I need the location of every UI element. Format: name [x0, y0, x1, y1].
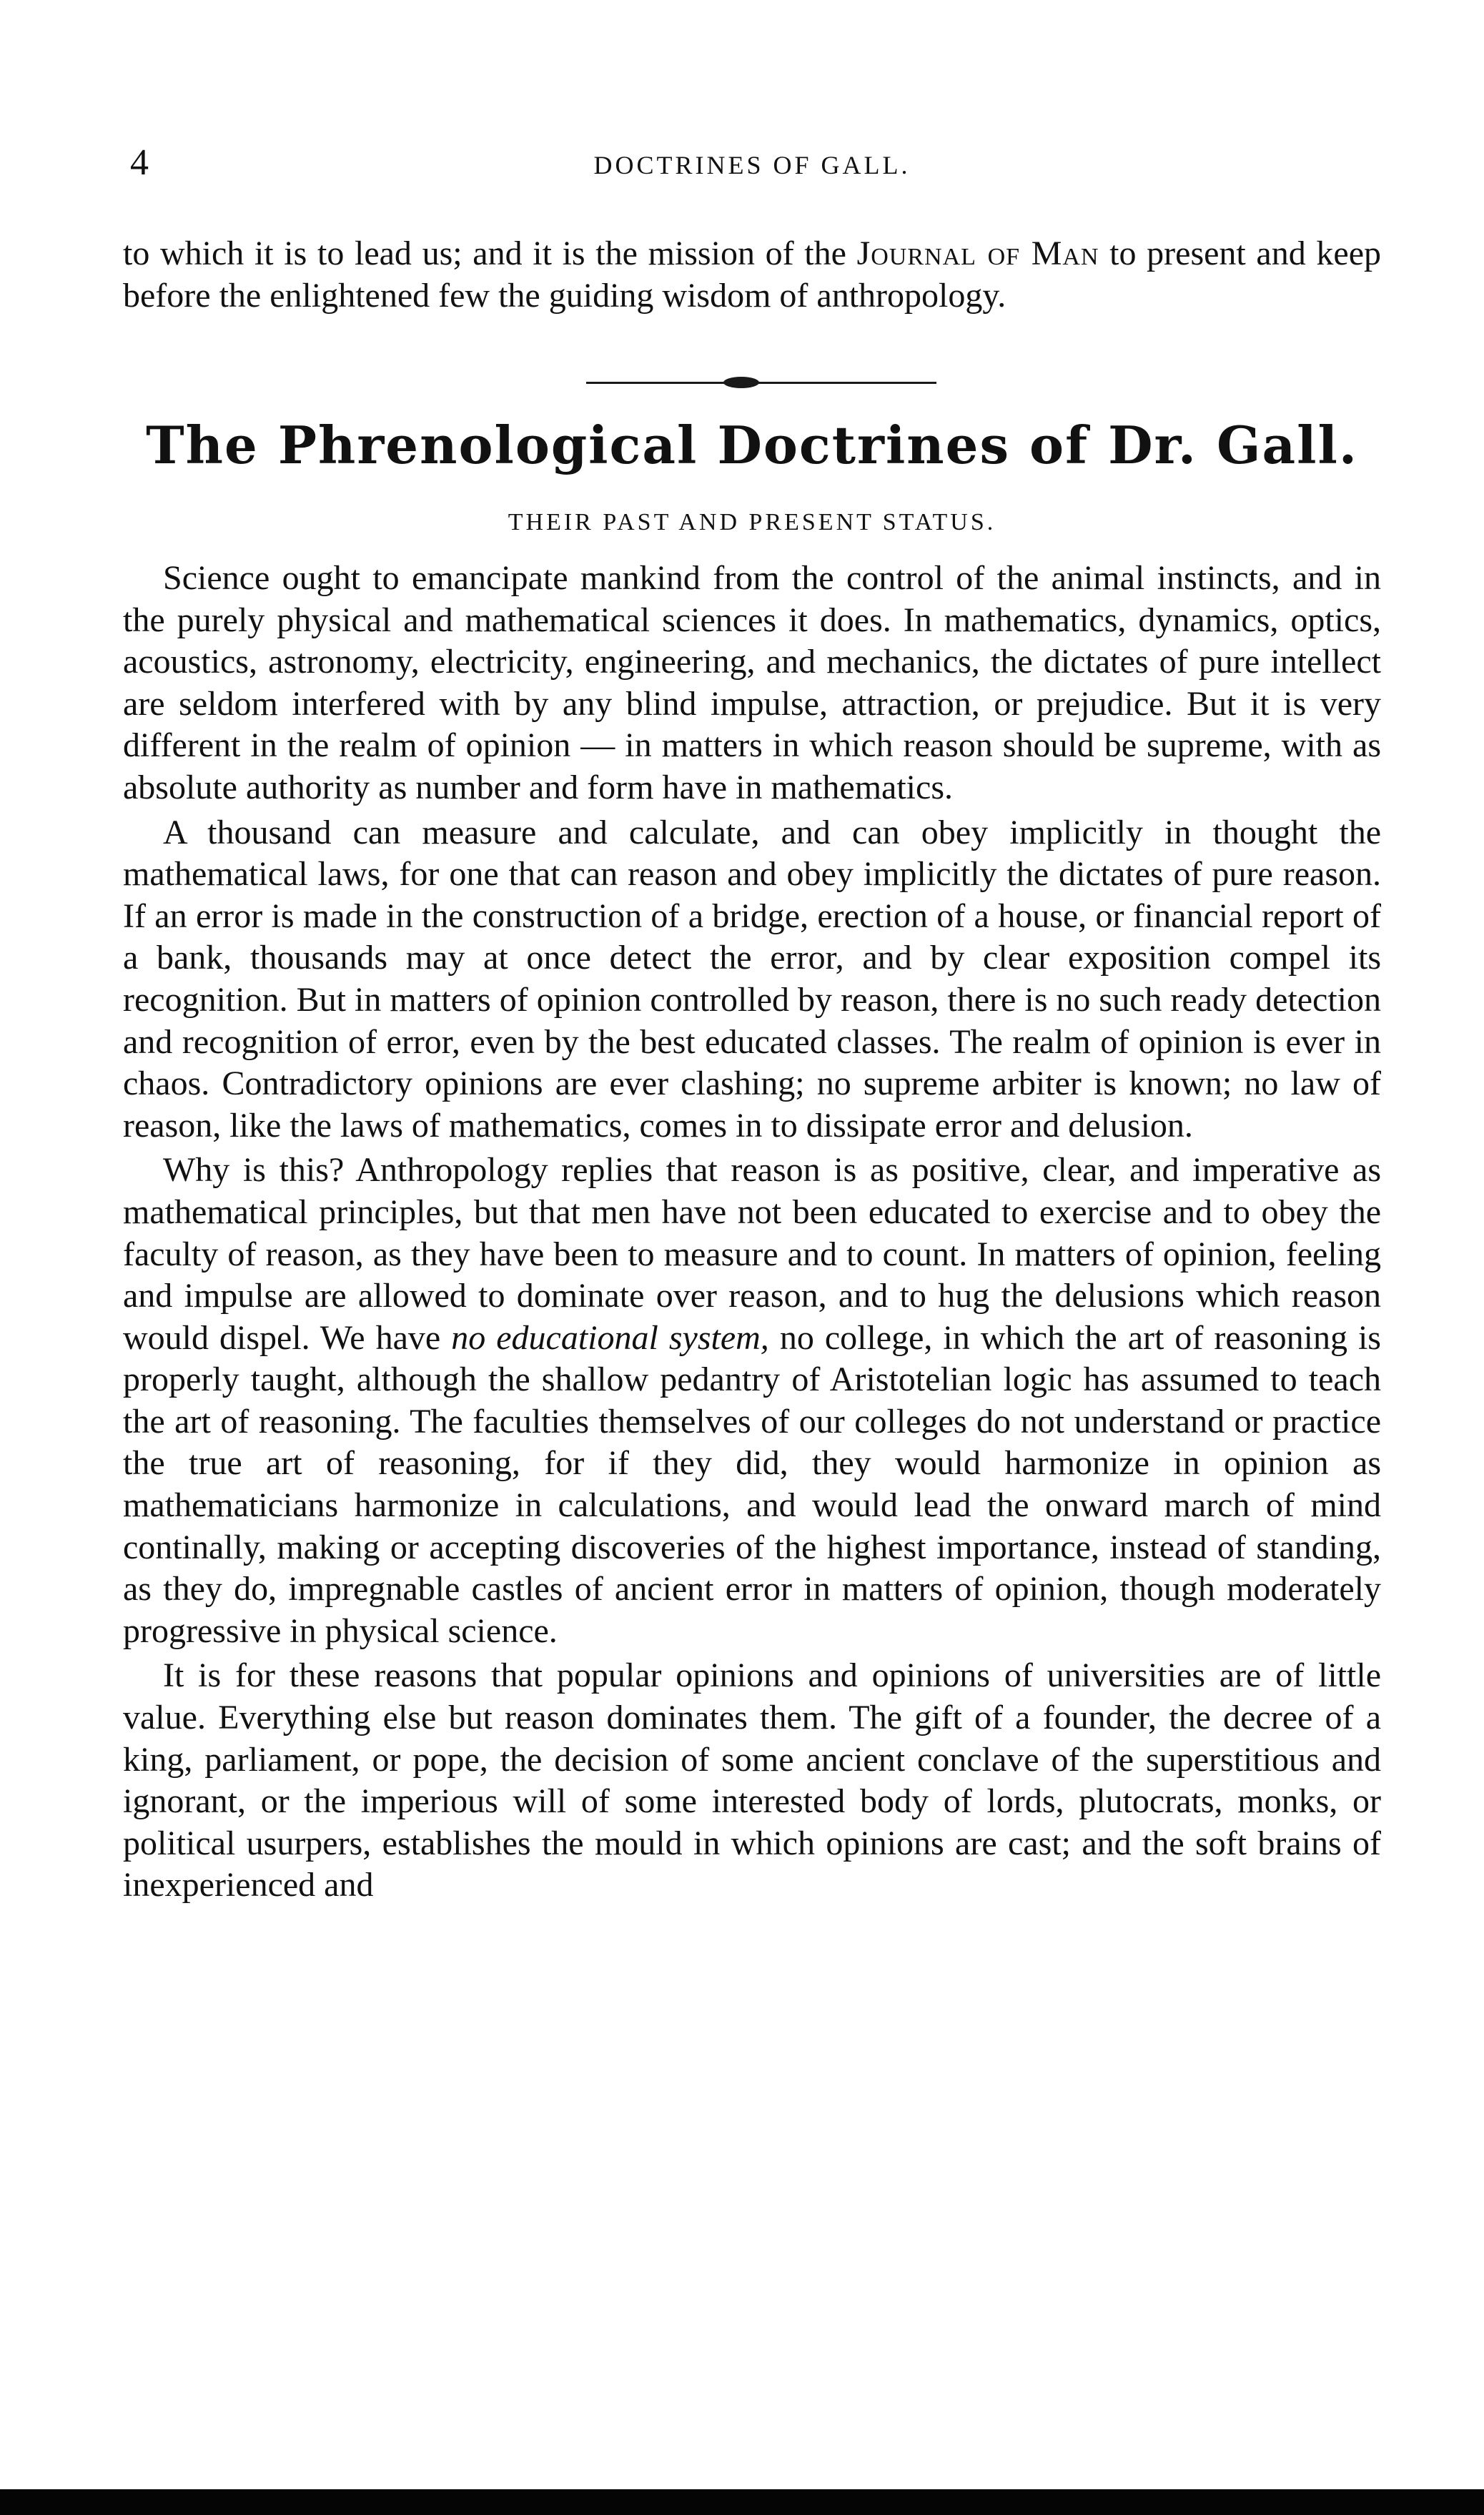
continuation-text-after: to present and keep before the enlightened few the guiding wisdom of anthropology. — [123, 234, 1382, 315]
page-header — [122, 142, 1382, 192]
article-subtitle: THEIR PAST AND PRESENT STATUS. — [508, 509, 996, 535]
article-body — [123, 558, 1381, 1907]
continuation-text-before: to which it is to lead us; and it is the mission of the — [123, 234, 857, 272]
paragraph-3 — [123, 1150, 1381, 1652]
divider-ornament-icon — [723, 377, 759, 388]
article-title: The Phrenological Doctrines of Dr. Gall. — [146, 415, 1358, 475]
scan-bottom-edge — [0, 2489, 1484, 2515]
paragraph-4: It is for these reasons that popular opinions and opinions of universities are of little value. Everything else but reason dominates them. The gift of a founder, the decree of a king, parliament, or pope, the decision of some ancient conclave of the superstitious and ignorant, or the imperious will of some interested body of lords, plutocrats, monks, or political usurpers, establishes the mould in which opinions are cast; and the soft brains of inexperienced and — [123, 1656, 1381, 1904]
paragraph-3-emphasis: no educational system, — [451, 1318, 769, 1357]
page-number: 4 — [130, 142, 149, 183]
paragraph-2: A thousand can measure and calculate, and can obey implicitly in thought the mathematical laws, for one that can reason and obey implicitly the dictates of pure reason. If an error is made in the construction of a bridge, erection of a house, or financial report of a bank, thousands may at once detect the error, and by clear exposition compel its recognition. But in matters of opinion controlled by reason, there is no such ready detection and recognition of error, even by the best educated classes. The realm of opinion is ever in chaos. Contradictory opinions are ever clashing; no supreme arbiter is known; no law of reason, like the laws of mathematics, comes in to dissipate error and delusion. — [123, 813, 1381, 1145]
section-divider-rule — [586, 382, 936, 384]
paragraph-3-text-before: Why is this? Anthropology replies that reason is as positive, clear, and imperative as mathematical principles, but that men have not been educated to exercise and to obey the faculty of reason, as they have been to measure and to count. In matters of opinion, feeling and impulse are allowed to dominate over reason, and to hug the delusions which reason would dispel. We have — [123, 1151, 1381, 1357]
running-head: DOCTRINES OF GALL. — [593, 151, 911, 179]
journal-name: Journal of Man — [856, 234, 1099, 272]
paragraph-3-text-after: no college, in which the art of reasoning is properly taught, although the shallow pedantry of Aristotelian logic has assumed to teach the art of reasoning. The faculties themselves of our colleges do not understand or practice the true art of reasoning, for if they did, they would harmonize in opinion as mathematicians harmonize in calculations, and would lead the onward march of mind continally, making or accepting discoveries of the highest importance, instead of standing, as they do, impregnable castles of ancient error in matters of opinion, though moderately progressive in physical science. — [123, 1318, 1381, 1650]
continuation-paragraph — [123, 233, 1381, 317]
paragraph-1: Science ought to emancipate mankind from the control of the animal instincts, and in the purely physical and mathematical sciences it does. In mathematics, dynamics, optics, acoustics, astronomy, electricity, engineering, and mechanics, the dictates of pure intellect are seldom interfered with by any blind impulse, attraction, or prejudice. But it is very different in the realm of opinion — in matters in which reason should be supreme, with as absolute authority as number and form have in mathematics. — [123, 559, 1381, 806]
